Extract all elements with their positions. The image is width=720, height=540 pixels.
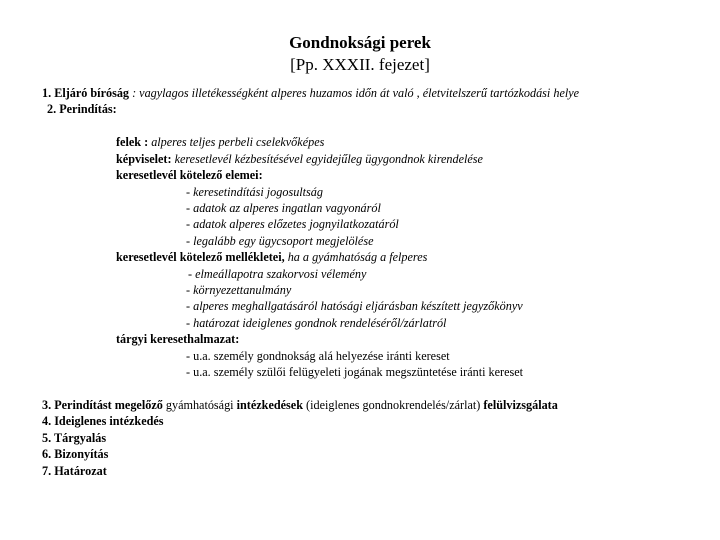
targyi-item: - u.a. személy szülői felügyeleti jogának megszüntetése iránti kereset bbox=[186, 365, 524, 379]
targyi-label: tárgyi keresethalmazat: bbox=[116, 332, 240, 346]
item-4: 4. Ideiglenes intézkedés bbox=[42, 414, 164, 428]
item-3-p2: gyámhatósági bbox=[162, 398, 237, 412]
item-6: 6. Bizonyítás bbox=[42, 447, 109, 461]
item-1-text: : vagylagos illetékességként alperes huzamos időn át való , életvitelszerű tartózkodási helye bbox=[129, 86, 580, 100]
item-3-p3: intézkedések bbox=[236, 398, 303, 412]
elemei-item: - adatok az alperes ingatlan vagyonáról bbox=[186, 201, 381, 215]
mellekletei-item: - környezettanulmány bbox=[186, 283, 292, 297]
item-3-p4: (ideiglenes gondnokrendelés/zárlat) bbox=[302, 398, 484, 412]
mellekletei-item: - alperes meghallgatásáról hatósági eljárásban készített jegyzőkönyv bbox=[186, 299, 523, 313]
mellekletei-item: - határozat ideiglenes gondnok rendeléséről/zárlatról bbox=[186, 316, 447, 330]
elemei-item: - legalább egy ügycsoport megjelölése bbox=[186, 234, 374, 248]
item-1 bbox=[42, 85, 579, 101]
felek-text: alperes teljes perbeli cselekvőképes bbox=[148, 135, 325, 149]
mellekletei-line bbox=[116, 249, 427, 265]
item-7: 7. Határozat bbox=[42, 464, 107, 478]
felek-line bbox=[116, 134, 324, 150]
page-title: Gondnoksági perek bbox=[289, 33, 431, 52]
kepviselet-line bbox=[116, 151, 483, 167]
mellekletei-label: keresetlevél kötelező mellékletei, bbox=[116, 250, 285, 264]
item-1-label: 1. Eljáró bíróság bbox=[42, 86, 130, 100]
elemei-item: - keresetindítási jogosultság bbox=[186, 185, 323, 199]
mellekletei-item: - elmeállapotra szakorvosi vélemény bbox=[188, 267, 367, 281]
item-3 bbox=[42, 397, 558, 413]
mellekletei-text: ha a gyámhatóság a felperes bbox=[284, 250, 428, 264]
page-subtitle: [Pp. XXXII. fejezet] bbox=[290, 55, 430, 74]
targyi-item: - u.a. személy gondnokság alá helyezése iránti kereset bbox=[186, 349, 450, 363]
item-3-p1: 3. Perindítást megelőző bbox=[42, 398, 163, 412]
kepviselet-label: képviselet: bbox=[116, 152, 172, 166]
elemei-label: keresetlevél kötelező elemei: bbox=[116, 168, 263, 182]
item-5: 5. Tárgyalás bbox=[42, 431, 107, 445]
kepviselet-text: keresetlevél kézbesítésével egyidejűleg ügygondnok kirendelése bbox=[171, 152, 483, 166]
item-2: 2. Perindítás: bbox=[47, 102, 117, 116]
item-3-p5: felülvizsgálata bbox=[483, 398, 558, 412]
elemei-item: - adatok alperes előzetes jognyilatkozatáról bbox=[186, 217, 399, 231]
felek-label: felek : bbox=[116, 135, 149, 149]
